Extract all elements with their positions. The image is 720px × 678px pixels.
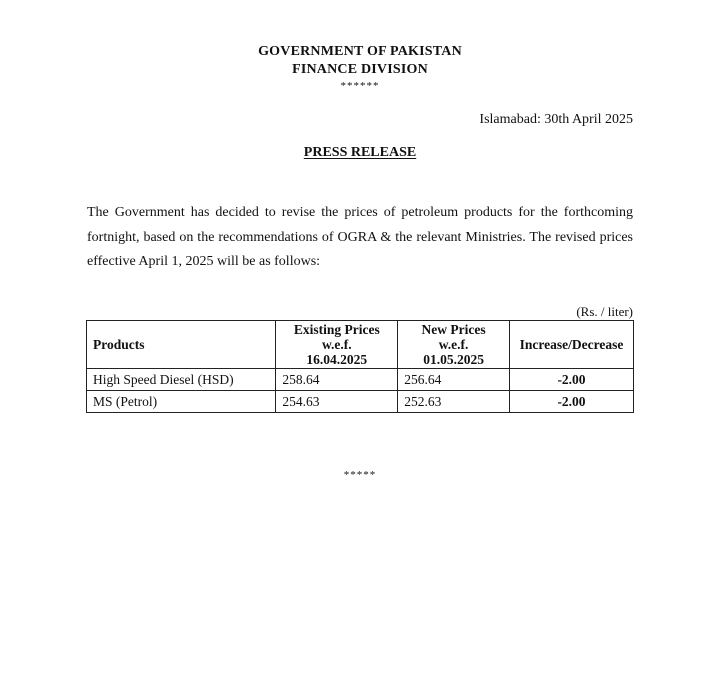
col-new-line3: 01.05.2025 — [423, 352, 484, 367]
cell-product: High Speed Diesel (HSD) — [87, 369, 276, 391]
cell-change: -2.00 — [510, 391, 634, 413]
col-products: Products — [87, 321, 276, 369]
price-table — [86, 320, 634, 413]
header-division: FINANCE DIVISION — [292, 62, 428, 77]
table-row — [87, 369, 634, 391]
col-new-line1: New Prices — [421, 322, 486, 337]
col-existing-line3: 16.04.2025 — [306, 352, 368, 367]
cell-existing-price: 254.63 — [276, 391, 398, 413]
header-government: GOVERNMENT OF PAKISTAN — [258, 44, 462, 59]
header-separator: ****** — [340, 80, 380, 92]
cell-new-price: 252.63 — [398, 391, 510, 413]
unit-note: (Rs. / liter) — [576, 304, 633, 319]
col-existing-line1: Existing Prices — [293, 322, 380, 337]
col-new-line2: w.e.f. — [438, 337, 469, 352]
table-row — [87, 391, 634, 413]
col-new-prices — [398, 321, 510, 369]
cell-new-price: 256.64 — [398, 369, 510, 391]
cell-existing-price: 258.64 — [276, 369, 398, 391]
col-existing-line2: w.e.f. — [321, 337, 352, 352]
footer-separator: ***** — [343, 469, 377, 481]
page-title — [0, 145, 720, 161]
col-existing-prices — [276, 321, 398, 369]
col-increase-decrease: Increase/Decrease — [510, 321, 634, 369]
place-date: Islamabad: 30th April 2025 — [479, 112, 633, 127]
body-paragraph: The Government has decided to revise the prices of petroleum products for the forthcoming fortnight, based on the recommendations of OGRA & the relevant Ministries. The revised prices effective April 1, 2025 will be as follows: — [87, 205, 633, 269]
cell-product: MS (Petrol) — [87, 391, 276, 413]
page-title-text: PRESS RELEASE — [303, 145, 417, 160]
table-header-row — [87, 321, 634, 369]
cell-change: -2.00 — [510, 369, 634, 391]
